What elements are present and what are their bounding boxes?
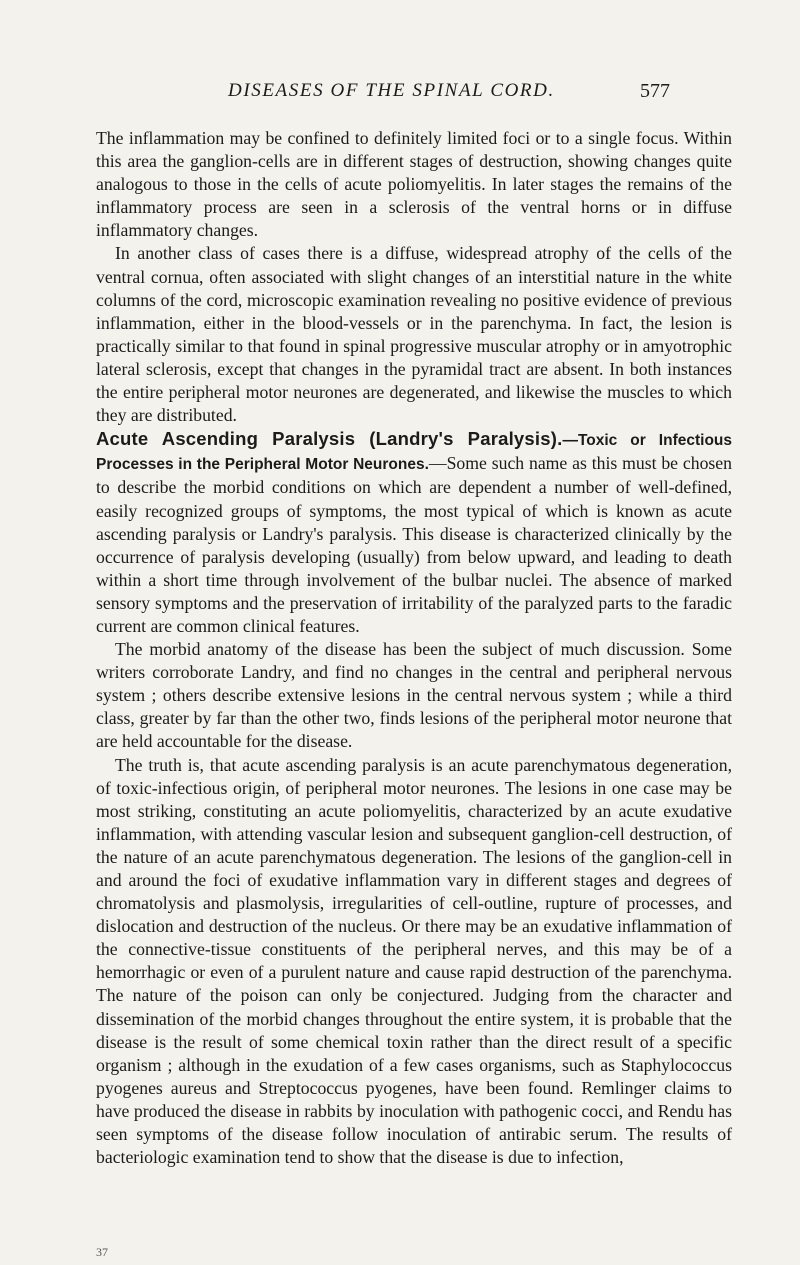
section-heading: Acute Ascending Paralysis (Landry's Paralysis). [96, 428, 563, 450]
paragraph-5: The truth is, that acute ascending paralysis is an acute parenchymatous degeneration, of toxic-infectious origin, of peripheral motor neurones. The lesions in one case may be most striking, constituting an acute poliomyelitis, characterized by an acute exudative inflammation, with attending vascular lesion and subsequent ganglion-cell destruction, of the nature of an acute parenchymatous degeneration. The lesions of the ganglion-cell in and around the foci of exudative inflammation vary in different stages and degrees of chromatolysis and plasmolysis, irregularities of cell-outline, rupture of processes, and dislocation and destruction of the nucleus. Or there may be an exudative inflammation of the connective-tissue constituents of the peripheral nerves, and this may be of a hemorrhagic or even of a purulent nature and cause rapid destruction of the parenchyma. The nature of the poison can only be conjectured. Judging from the character and dissemination of the morbid changes throughout the entire system, it is probable that the disease is the result of some chemical toxin rather than the direct result of a specific organism ; although in the exudation of a few cases organisms, such as Staphylococcus pyogenes aureus and Streptococcus pyogenes, have been found. Remlinger claims to have produced the disease in rabbits by inoculation with pathogenic cocci, and Rendu has seen symptoms of the disease follow inoculation of antirabic serum. The results of bacteriologic examination tend to show that the disease is due to infection, [96, 754, 732, 1168]
paragraph-3-text: —Some such name as this must be chosen to describe the morbid conditions on which are dependent a number of well-defined, easily recognized groups of symptoms, the most typical of which is known as acute ascending paralysis or Landry's paralysis. This disease is characterized clinically by the occurrence of paralysis developing (usually) from below upward, and leading to death within a short time through involvement of the bulbar nuclei. The absence of marked sensory symptoms and the preservation of irritability of the paralyzed parts to the faradic current are common clinical features. [96, 453, 732, 636]
paragraph-1: The inflammation may be confined to definitely limited foci or to a single focus. Within this area the ganglion-cells are in different stages of destruction, showing changes quite analogous to those in the cells of acute poliomyelitis. In later stages the remains of the inflammatory process are seen in a sclerosis of the ventral horns or in diffuse inflammatory changes. [96, 128, 732, 241]
paragraph-2: In another class of cases there is a diffuse, widespread atrophy of the cells of the ventral cornua, often associated with slight changes of an interstitial nature in the white columns of the cord, microscopic examination revealing no positive evidence of previous inflammation, either in the blood-vessels or in the parenchyma. In fact, the lesion is practically similar to that found in spinal progressive muscular atrophy or in amyotrophic lateral sclerosis, except that changes in the pyramidal tract are absent. In both instances the entire peripheral motor neurones are degenerated, and likewise the muscles to which they are distributed. [96, 243, 732, 426]
signature-mark: 37 [96, 1245, 108, 1259]
section-subheading: —Toxic or Infectious Processes in the Peripheral Motor Neurones. [96, 432, 733, 474]
page-number: 577 [640, 80, 670, 102]
page-header [0, 80, 800, 110]
running-title: DISEASES OF THE SPINAL CORD. [228, 80, 555, 101]
paragraph-4: The morbid anatomy of the disease has been the subject of much discussion. Some writers corroborate Landry, and find no changes in the central and peripheral nervous system ; others describe extensive lesions in the central nervous system ; while a third class, greater by far than the other two, finds lesions of the peripheral motor neurone that are held accountable for the disease. [96, 639, 732, 752]
paragraph-3 [96, 427, 732, 638]
body-text [96, 127, 732, 1169]
